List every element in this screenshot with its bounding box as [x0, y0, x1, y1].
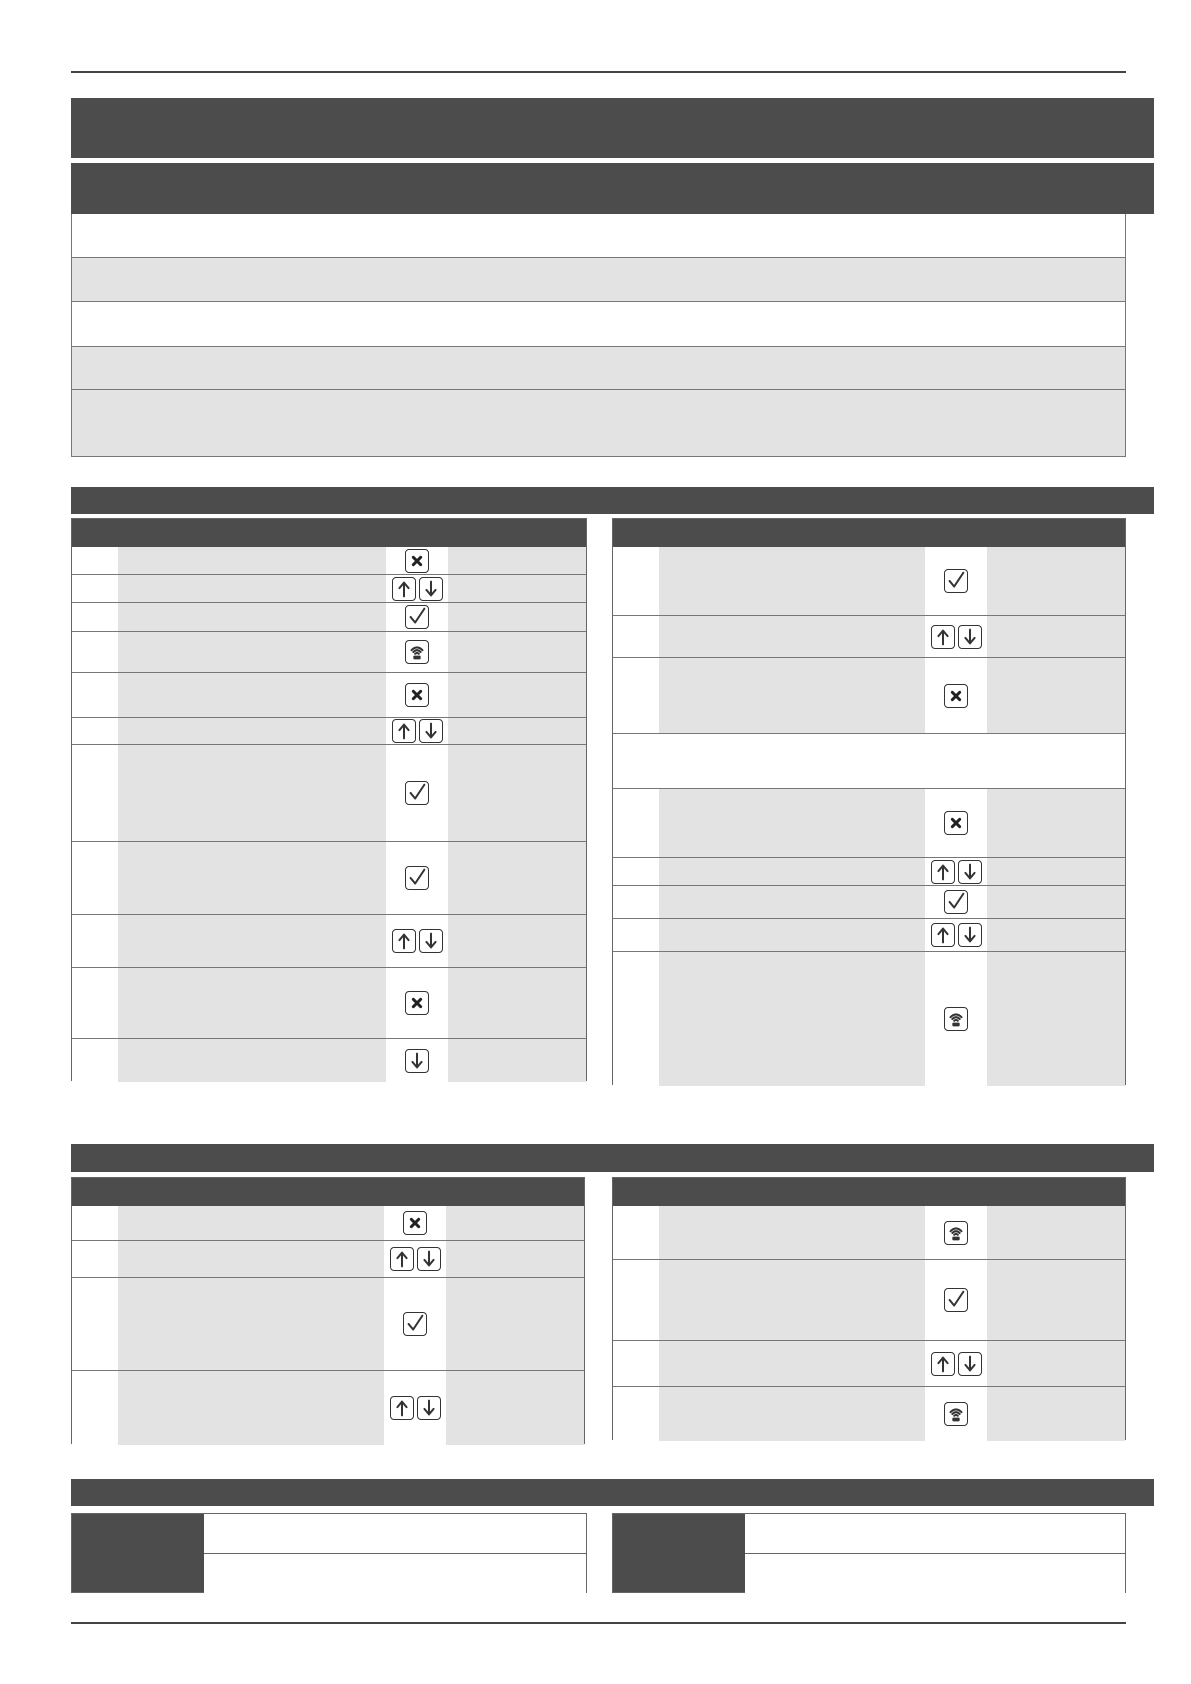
table-row	[72, 603, 586, 632]
stop-x-key-icon	[405, 683, 429, 707]
step-number	[72, 547, 118, 574]
step-description	[659, 1387, 925, 1441]
info-row-2	[71, 258, 1126, 302]
table-row	[72, 547, 586, 575]
checkmark-key-icon	[944, 890, 968, 914]
key-icons	[386, 968, 448, 1038]
table-row	[72, 968, 586, 1039]
table-row	[72, 718, 586, 745]
key-icons	[386, 1039, 448, 1082]
step-number	[72, 673, 118, 717]
footer-right-line-2	[745, 1554, 1125, 1593]
up-arrow-key-icon	[931, 923, 955, 947]
table-row	[72, 745, 586, 842]
step-result	[448, 718, 586, 744]
step-number	[72, 1206, 118, 1240]
up-arrow-key-icon	[390, 1247, 414, 1271]
footer-left-line-2	[204, 1554, 586, 1593]
step-description	[118, 673, 386, 717]
key-icons	[925, 886, 987, 918]
remote-signal-key-icon	[944, 1007, 968, 1031]
checkmark-key-icon	[405, 781, 429, 805]
up-arrow-key-icon	[931, 1352, 955, 1376]
up-arrow-key-icon	[390, 1396, 414, 1420]
step-result	[448, 842, 586, 914]
step-result	[987, 858, 1125, 885]
step-number	[72, 915, 118, 967]
step-number	[613, 886, 659, 918]
step-number	[72, 968, 118, 1038]
stop-x-key-icon	[944, 811, 968, 835]
key-icons	[386, 745, 448, 841]
step-result	[448, 632, 586, 672]
step-description	[118, 1241, 384, 1277]
key-icons	[386, 842, 448, 914]
step-number	[613, 1387, 659, 1441]
table-row	[72, 1278, 584, 1371]
step-result	[987, 1260, 1125, 1340]
step-number	[72, 603, 118, 631]
section-3-title	[71, 1479, 1154, 1506]
step-result	[987, 1387, 1125, 1441]
table-row	[72, 915, 586, 968]
table-row	[72, 673, 586, 718]
key-icons	[386, 673, 448, 717]
step-number	[72, 745, 118, 841]
step-result	[987, 919, 1125, 951]
up-arrow-key-icon	[392, 929, 416, 953]
table-row	[613, 547, 1125, 616]
step-result	[987, 1341, 1125, 1386]
key-icons	[925, 1260, 987, 1340]
step-description	[659, 886, 925, 918]
key-icons	[386, 603, 448, 631]
info-row-1	[71, 214, 1126, 258]
table-row	[613, 658, 1125, 734]
footer-left-box	[71, 1513, 587, 1593]
table-row	[613, 1260, 1125, 1341]
table-row	[613, 789, 1125, 858]
key-icons	[386, 632, 448, 672]
key-icons	[925, 789, 987, 857]
key-icons	[386, 547, 448, 574]
checkmark-key-icon	[405, 866, 429, 890]
key-icons	[386, 575, 448, 602]
table-row	[72, 1371, 584, 1445]
down-arrow-key-icon	[417, 1396, 441, 1420]
table-row	[613, 1206, 1125, 1260]
step-number	[613, 919, 659, 951]
info-row-3	[71, 302, 1126, 347]
step-result	[446, 1241, 584, 1277]
step-description	[659, 1260, 925, 1340]
table-header	[613, 519, 1125, 547]
step-result	[448, 547, 586, 574]
step-number	[613, 789, 659, 857]
key-icons	[384, 1206, 446, 1240]
page-subtitle	[71, 163, 1154, 214]
up-arrow-key-icon	[392, 719, 416, 743]
down-arrow-key-icon	[417, 1247, 441, 1271]
step-description	[659, 658, 925, 733]
footer-left-label	[72, 1514, 204, 1592]
step-result	[448, 1039, 586, 1082]
section-1-right-table	[612, 518, 1126, 1085]
section-2-left-table	[71, 1177, 585, 1444]
step-number	[613, 1206, 659, 1259]
table-row	[613, 858, 1125, 886]
checkmark-key-icon	[944, 1288, 968, 1312]
step-number	[72, 1039, 118, 1082]
table-row	[613, 1387, 1125, 1441]
table-span-note	[613, 734, 1125, 788]
step-description	[118, 915, 386, 967]
step-description	[118, 1278, 384, 1370]
section-2-right-table	[612, 1177, 1126, 1440]
step-result	[987, 952, 1125, 1086]
footer-left-line-1	[204, 1514, 586, 1554]
step-number	[72, 575, 118, 602]
key-icons	[925, 1387, 987, 1441]
step-description	[118, 603, 386, 631]
step-description	[118, 547, 386, 574]
table-header	[72, 519, 586, 547]
table-row	[613, 919, 1125, 952]
down-arrow-key-icon	[419, 719, 443, 743]
stop-x-key-icon	[403, 1211, 427, 1235]
step-description	[659, 547, 925, 615]
step-number	[72, 632, 118, 672]
footer-right-label	[613, 1514, 745, 1592]
table-row	[613, 886, 1125, 919]
table-row	[613, 1341, 1125, 1387]
down-arrow-key-icon	[958, 923, 982, 947]
step-description	[118, 1039, 386, 1082]
down-arrow-key-icon	[419, 929, 443, 953]
step-description	[118, 575, 386, 602]
stop-x-key-icon	[405, 991, 429, 1015]
step-number	[613, 952, 659, 1086]
step-result	[448, 603, 586, 631]
step-number	[72, 1241, 118, 1277]
step-result	[987, 789, 1125, 857]
table-row	[72, 632, 586, 673]
step-result	[987, 658, 1125, 733]
table-row	[72, 575, 586, 603]
up-arrow-key-icon	[931, 625, 955, 649]
key-icons	[925, 616, 987, 657]
footer-right-line-1	[745, 1514, 1125, 1554]
table-header	[613, 1178, 1125, 1206]
table-row	[72, 1241, 584, 1278]
table-header	[72, 1178, 584, 1206]
key-icons	[925, 1206, 987, 1259]
step-description	[118, 1371, 384, 1445]
top-rule	[71, 71, 1126, 73]
key-icons	[386, 718, 448, 744]
stop-x-key-icon	[405, 549, 429, 573]
step-result	[987, 1206, 1125, 1259]
step-description	[659, 952, 925, 1086]
section-1-title	[71, 487, 1154, 514]
key-icons	[925, 952, 987, 1086]
section-2-title	[71, 1144, 1154, 1172]
step-number	[613, 1260, 659, 1340]
table-row	[72, 842, 586, 915]
step-description	[118, 745, 386, 841]
step-number	[613, 616, 659, 657]
step-result	[987, 547, 1125, 615]
step-description	[659, 616, 925, 657]
step-description	[118, 632, 386, 672]
step-result	[446, 1371, 584, 1445]
step-description	[118, 718, 386, 744]
key-icons	[925, 547, 987, 615]
step-number	[613, 658, 659, 733]
key-icons	[925, 919, 987, 951]
remote-signal-key-icon	[944, 1402, 968, 1426]
step-description	[659, 789, 925, 857]
stop-x-key-icon	[944, 684, 968, 708]
footer-right-box	[612, 1513, 1126, 1593]
key-icons	[386, 915, 448, 967]
key-icons	[925, 658, 987, 733]
step-description	[118, 842, 386, 914]
step-result	[987, 616, 1125, 657]
bottom-rule	[71, 1622, 1126, 1624]
key-icons	[384, 1371, 446, 1445]
step-number	[613, 547, 659, 615]
down-arrow-key-icon	[405, 1049, 429, 1073]
checkmark-key-icon	[944, 569, 968, 593]
table-row	[613, 734, 1125, 789]
step-number	[72, 842, 118, 914]
down-arrow-key-icon	[958, 1352, 982, 1376]
info-row-5	[71, 390, 1126, 457]
step-result	[448, 745, 586, 841]
up-arrow-key-icon	[392, 577, 416, 601]
key-icons	[384, 1278, 446, 1370]
key-icons	[925, 1341, 987, 1386]
key-icons	[925, 858, 987, 885]
checkmark-key-icon	[403, 1312, 427, 1336]
step-result	[448, 968, 586, 1038]
step-result	[446, 1206, 584, 1240]
checkmark-key-icon	[405, 605, 429, 629]
up-arrow-key-icon	[931, 860, 955, 884]
step-number	[613, 1341, 659, 1386]
step-description	[659, 858, 925, 885]
page-title	[71, 98, 1154, 158]
step-description	[118, 1206, 384, 1240]
step-result	[448, 915, 586, 967]
table-row	[613, 616, 1125, 658]
key-icons	[384, 1241, 446, 1277]
step-description	[659, 919, 925, 951]
step-number	[613, 858, 659, 885]
step-result	[446, 1278, 584, 1370]
info-row-4	[71, 347, 1126, 390]
table-row	[613, 952, 1125, 1086]
down-arrow-key-icon	[958, 625, 982, 649]
step-description	[659, 1341, 925, 1386]
step-result	[987, 886, 1125, 918]
step-number	[72, 1278, 118, 1370]
section-1-left-table	[71, 518, 587, 1081]
step-number	[72, 1371, 118, 1445]
remote-signal-key-icon	[405, 640, 429, 664]
down-arrow-key-icon	[419, 577, 443, 601]
step-number	[72, 718, 118, 744]
step-description	[118, 968, 386, 1038]
remote-signal-key-icon	[944, 1221, 968, 1245]
down-arrow-key-icon	[958, 860, 982, 884]
step-result	[448, 575, 586, 602]
step-description	[659, 1206, 925, 1259]
table-row	[72, 1206, 584, 1241]
step-result	[448, 673, 586, 717]
table-row	[72, 1039, 586, 1082]
